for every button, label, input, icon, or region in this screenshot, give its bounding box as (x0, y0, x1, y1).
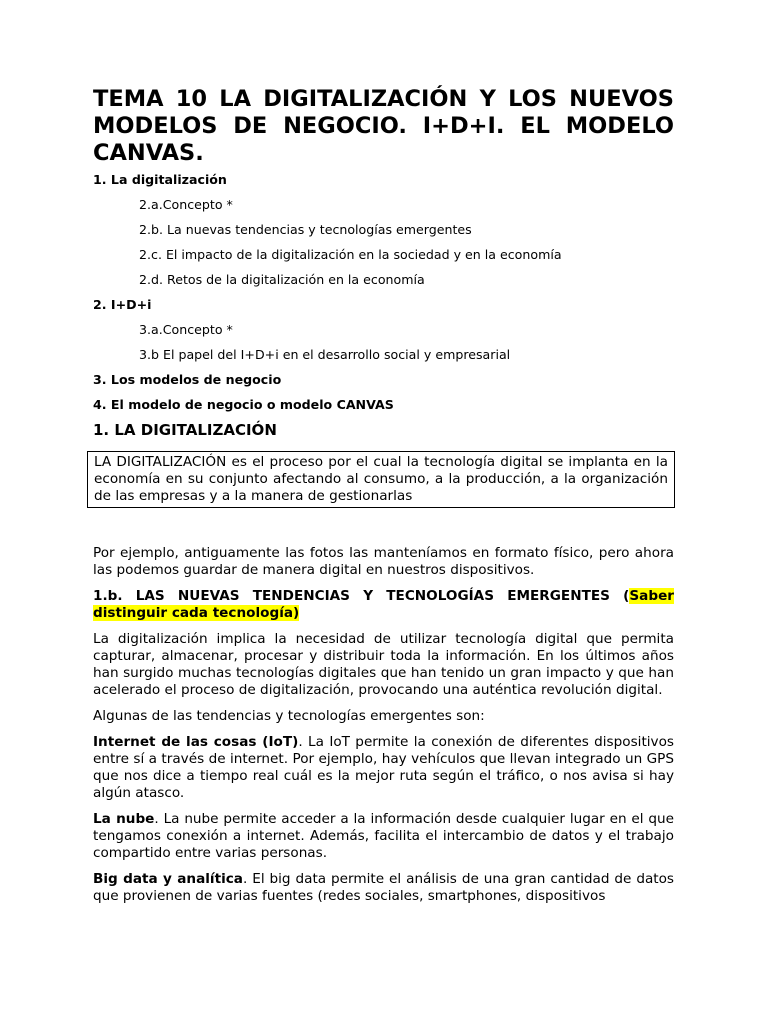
technology-description: . La IoT permite la conexión de diferentes dispositivos entre sí a través de internet. Por ejemplo, hay vehículos que llevan integrado un GPS que nos dice a tiempo real cuál es la mejor ruta según el tráfico, o nos avisa si hay algún atasco. (93, 734, 674, 801)
toc-item: 3. Los modelos de negocio (93, 372, 282, 387)
technology-term: Big data y analítica (93, 871, 243, 887)
technology-item-iot (93, 734, 674, 802)
technology-term: La nube (93, 811, 155, 827)
toc-item: 4. El modelo de negocio o modelo CANVAS (93, 397, 394, 412)
list-intro-paragraph: Algunas de las tendencias y tecnologías emergentes son: (93, 708, 485, 724)
toc-item: 3.a.Concepto * (139, 322, 233, 337)
subsection-heading-text: 1.b. LAS NUEVAS TENDENCIAS Y TECNOLOGÍAS EMERGENTES ( (93, 588, 630, 604)
technology-description: . La nube permite acceder a la información desde cualquier lugar en el que tengamos conexión a internet. Además, facilita el intercambio de datos y el trabajo compartido entre varias personas. (93, 811, 675, 861)
table-of-contents (93, 173, 674, 423)
technology-description: . El big data permite el análisis de una gran cantidad de datos que provienen de varias fuentes (redes sociales, smartphones, dispositivos (93, 871, 675, 904)
toc-item: 2.d. Retos de la digitalización en la economía (139, 272, 425, 287)
definition-box: LA DIGITALIZACIÓN es el proceso por el cual la tecnología digital se implanta en la economía en su conjunto afectando al consumo, a la producción, a la organización de las empresas y a la manera de gestionarlas (87, 451, 675, 508)
document-page (93, 86, 674, 905)
subsection-heading (93, 588, 674, 622)
highlighted-note: Saber distinguir cada tecnología) (93, 588, 674, 621)
intro-paragraph: La digitalización implica la necesidad de utilizar tecnología digital que permita capturar, almacenar, procesar y distribuir toda la información. En los últimos años han surgido muchas tecnologías digitales que han tenido un gran impacto y que han acelerado el proceso de digitalización, provocando una auténtica revolución digital. (93, 631, 674, 698)
toc-item: 2.c. El impacto de la digitalización en la sociedad y en la economía (139, 247, 562, 262)
technology-item-nube (93, 811, 674, 862)
section-heading: 1. LA DIGITALIZACIÓN (93, 421, 277, 439)
toc-item: 2.a.Concepto * (139, 197, 233, 212)
technology-term: Internet de las cosas (IoT) (93, 734, 299, 750)
example-paragraph: Por ejemplo, antiguamente las fotos las manteníamos en formato físico, pero ahora las podemos guardar de manera digital en nuestros dispositivos. (93, 545, 674, 578)
technology-item-big-data (93, 871, 674, 905)
toc-item: 2. I+D+i (93, 297, 152, 312)
document-title: TEMA 10 LA DIGITALIZACIÓN Y LOS NUEVOS MODELOS DE NEGOCIO. I+D+I. EL MODELO CANVAS. (93, 86, 674, 166)
toc-item: 2.b. La nuevas tendencias y tecnologías emergentes (139, 222, 472, 237)
toc-item: 3.b El papel del I+D+i en el desarrollo social y empresarial (139, 347, 511, 362)
toc-item: 1. La digitalización (93, 172, 227, 187)
